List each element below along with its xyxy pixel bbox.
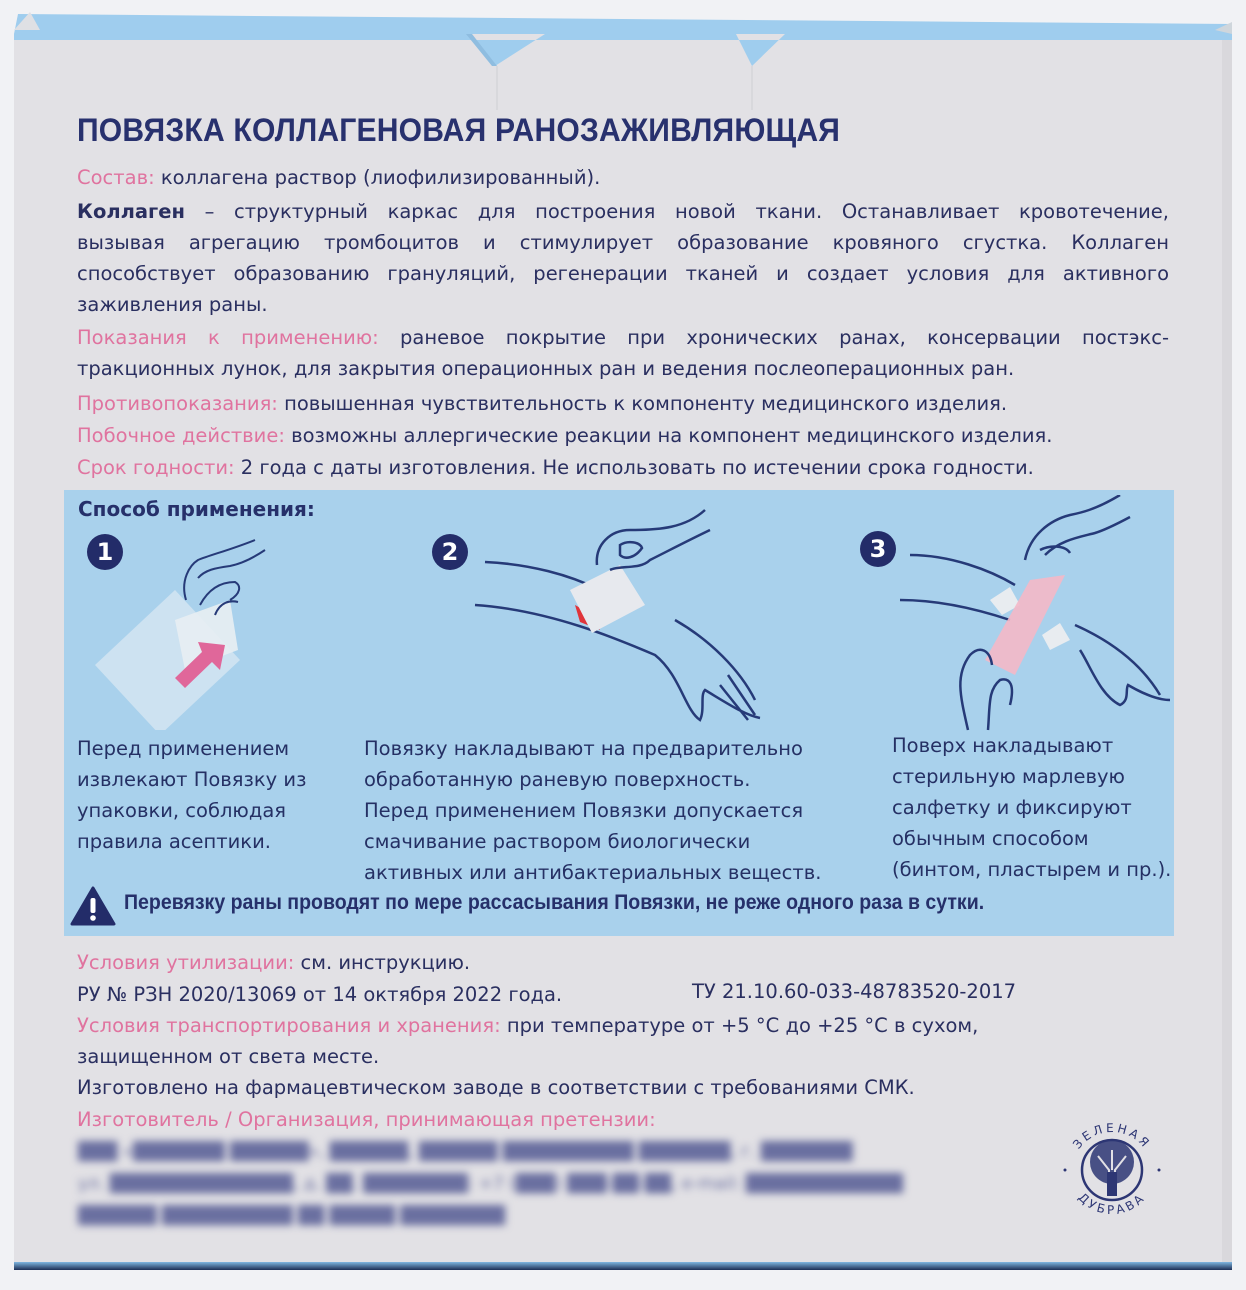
step-3-line: (бинтом, пластырем и пр.). xyxy=(892,858,1172,881)
step-2-badge: 2 xyxy=(432,534,468,570)
tu-number: ТУ 21.10.60-033-48783520-2017 xyxy=(692,980,1017,1003)
collagen-line-2: вызывая агрегацию тромбоцитов и стимулирует образование кровяного сгустка. Коллаген xyxy=(77,231,1169,254)
step-3-line: салфетку и фиксируют xyxy=(892,796,1132,819)
step-2-line: Повязку накладывают на предварительно xyxy=(364,737,803,760)
side-effects xyxy=(77,420,1052,451)
step-2-text xyxy=(364,733,821,888)
indications-line-2: тракционных лунок, для закрытия операционных ран и ведения послеоперационных ран. xyxy=(77,357,1015,380)
step-3-text xyxy=(892,730,1171,885)
side-effects-text: возможны аллергические реакции на компонент медицинского изделия. xyxy=(284,424,1053,447)
package-bottom-edge xyxy=(14,1262,1232,1270)
manufacturer xyxy=(77,1104,656,1135)
disposal xyxy=(77,947,470,978)
contraindications-label: Противопоказания: xyxy=(77,392,278,415)
step-3-line: стерильную марлевую xyxy=(892,765,1125,788)
collagen-line-3: способствует образованию грануляций, регенерации тканей и создает условия для активного xyxy=(77,262,1169,285)
step-1-line: правила асептики. xyxy=(77,830,271,853)
usage-title: Способ применения: xyxy=(78,497,315,521)
collagen-text: – структурный каркас для построения новой ткани. Останавливает кровотечение, xyxy=(184,200,1169,223)
step-3-line: Поверх накладывают xyxy=(892,734,1114,757)
product-title: ПОВЯЗКА КОЛЛАГЕНОВАЯ РАНОЗАЖИВЛЯЮЩАЯ xyxy=(77,112,841,148)
step-1-line: упаковки, соблюдая xyxy=(77,799,287,822)
storage-line-2: защищенном от света месте. xyxy=(77,1045,380,1068)
step-1-line: извлекают Повязку из xyxy=(77,768,307,791)
step-1-line: Перед применением xyxy=(77,737,290,760)
warning-icon xyxy=(70,886,116,926)
logo-top-text: ЗЕЛЕНАЯ xyxy=(1070,1120,1154,1152)
indications-line-1 xyxy=(77,322,1169,353)
disposal-label: Условия утилизации: xyxy=(77,951,295,974)
contraindications xyxy=(77,388,1007,419)
manufacturer-website-blurred: ██████ ██████████ ██ █████ ████████ xyxy=(78,1206,505,1226)
shelf-life xyxy=(77,452,1034,483)
contraindications-text: повышенная чувствительность к компоненту медицинского изделия. xyxy=(277,392,1008,415)
manufacturer-contacts-blurred: ул. ██████████████, д. ██. ████████: +7 (███) ███-██-██, e-mail: ████████████ xyxy=(78,1174,903,1194)
logo-bottom-text: ДУБРАВА xyxy=(1075,1190,1149,1218)
fix-bandage-illustration xyxy=(880,495,1180,735)
manufacturer-address-blurred: ███ «███████ ██████», ██████, ██████ ██████████ ███████, г. ███████ xyxy=(78,1142,853,1162)
collagen-label: Коллаген xyxy=(77,200,185,223)
indications-text: раневое покрытие при хронических ранах, консервации постэкс- xyxy=(378,326,1169,349)
step-2-line: Перед применением Повязки допускается xyxy=(364,799,804,822)
disposal-text: см. инструкцию. xyxy=(294,951,471,974)
shelf-life-label: Срок годности: xyxy=(77,456,235,479)
manufacturer-label: Изготовитель / Организация, принимающая претензии: xyxy=(77,1108,656,1131)
step-1-badge: 1 xyxy=(87,534,123,570)
warning-text: Перевязку раны проводят по мере рассасывания Повязки, не реже одного раза в сутки. xyxy=(124,891,985,914)
composition xyxy=(77,162,600,193)
indications-label: Показания к применению: xyxy=(77,326,379,349)
side-effects-label: Побочное действие: xyxy=(77,424,285,447)
zelenaya-dubrava-logo xyxy=(1052,1110,1172,1230)
step-2-line: активных или антибактериальных веществ. xyxy=(364,861,822,884)
step-2-line: смачивание раствором биологически xyxy=(364,830,751,853)
storage xyxy=(77,1010,978,1041)
manufactured-statement: Изготовлено на фармацевтическом заводе в соответствии с требованиями СМК. xyxy=(77,1076,915,1099)
step-3-line: обычным способом xyxy=(892,827,1089,850)
registration-number: РУ № РЗН 2020/13069 от 14 октября 2022 года. xyxy=(77,983,563,1006)
step-2-line: обработанную раневую поверхность. xyxy=(364,768,751,791)
composition-text: коллагена раствор (лиофилизированный). xyxy=(154,166,601,189)
step-3-badge: 3 xyxy=(860,531,896,567)
storage-label: Условия транспортирования и хранения: xyxy=(77,1014,501,1037)
composition-label: Состав: xyxy=(77,166,155,189)
tree-icon xyxy=(1090,1140,1134,1196)
shelf-life-text: 2 года с даты изготовления. Не использовать по истечении срока годности. xyxy=(234,456,1034,479)
collagen-line-1 xyxy=(77,196,1169,227)
collagen-line-4: заживления раны. xyxy=(77,293,268,316)
apply-dressing-illustration xyxy=(470,490,770,730)
step-1-text xyxy=(77,733,306,857)
storage-text: при температуре от +5 °С до +25 °С в сухом, xyxy=(500,1014,979,1037)
extract-dressing-illustration xyxy=(80,520,360,730)
